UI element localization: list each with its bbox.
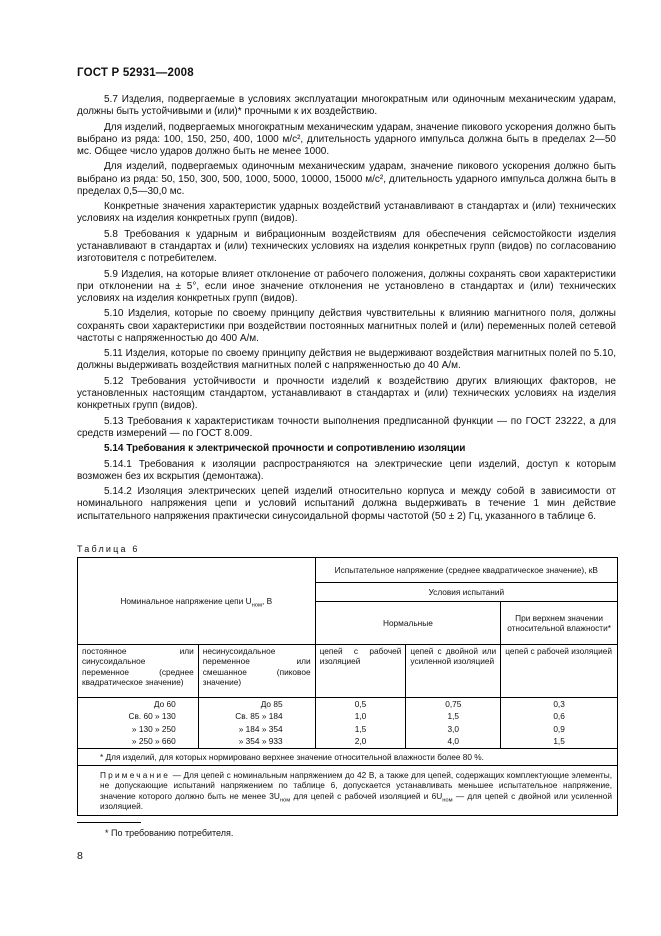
paragraph-5-14-2: 5.14.2 Изоляция электрических цепей изделий относительно корпуса и между собой в зависимости от номинального напряжения цепи и условий испытаний должна выдерживать в течение 1 мин действие испытательного напряжения практически синусоидальной формы частотой (50 ± 2) Гц, указанного в таблице 6. xyxy=(77,486,616,522)
row-cell: » 354 » 933 xyxy=(198,735,315,748)
note-label: Примечание xyxy=(100,770,171,781)
body-text xyxy=(77,94,616,526)
row-cell: 1,5 xyxy=(406,710,501,722)
table-footnote: * Для изделий, для которых нормировано верхнее значение относительной влажности более 80 %. xyxy=(78,748,618,765)
paragraph-5-14-1: 5.14.1 Требования к изоляции распространяются на электрические цепи изделий, доступ к которым возможен без их вскрытия (демонтажа). xyxy=(77,458,616,482)
test-voltage-header: Испытательное напряжение (среднее квадратическое значение), кВ xyxy=(315,558,617,583)
row-cell: 3,0 xyxy=(406,723,501,735)
row-cell: 0,9 xyxy=(501,723,618,735)
table-row xyxy=(78,710,618,722)
nominal-voltage-header: Номинальное напряжение цепи $U_{ном}$, В xyxy=(78,558,316,645)
row-cell: 0,5 xyxy=(315,698,406,711)
row-cell: До 85 xyxy=(198,698,315,711)
col-header-working-insulation: цепей с рабочей изоляцией xyxy=(315,645,406,698)
table-row xyxy=(78,735,618,748)
test-conditions-header: Условия испытаний xyxy=(315,583,617,602)
paragraph-5-13: 5.13 Требования к характеристикам точности выполнения предписанной функции — по ГОСТ 23222, а для средств измерений — по ГОСТ 8.009. xyxy=(77,415,616,439)
paragraph-5-10: 5.10 Изделия, которые по своему принципу действия чувствительны к влиянию магнитного поля, должны сохранять свои характеристики при воздействии постоянных магнитных полей и (или) переменных полей сетевой частоты с напряженностью до 400 А/м. xyxy=(77,308,616,344)
col-header-double-insulation: цепей с двойной или усиленной изоляцией xyxy=(406,645,501,698)
paragraph-5-7: 5.7 Изделия, подвергаемые в условиях эксплуатации многократным или одиночным механическим ударам, должны быть устойчивыми и (или)* прочными к их воздействию. xyxy=(77,94,616,118)
document-header: ГОСТ Р 52931—2008 xyxy=(77,67,194,79)
humidity-conditions-header: При верхнем значении относительной влажности* xyxy=(501,602,618,645)
row-cell: 2,0 xyxy=(315,735,406,748)
page-number: 8 xyxy=(77,850,83,862)
row-cell: 0,75 xyxy=(406,698,501,711)
paragraph-single-shocks: Для изделий, подвергаемых одиночным механическим ударам, значение пикового ускорения должно быть выбрано из ряда: 50, 150, 300, 500, 1000, 5000, 10000, 15000 м/с², длительность ударного импульса должна быть в пределах 0,5—30,0 мс. xyxy=(77,161,616,197)
row-cell: До 60 xyxy=(78,698,199,711)
row-cell: » 184 » 354 xyxy=(198,723,315,735)
col-header-ac-dc: постоянное или синусоидальное переменное (среднее квадратическое значение) xyxy=(78,645,199,698)
row-cell: 0,3 xyxy=(501,698,618,711)
paragraph-5-8: 5.8 Требования к ударным и вибрационным воздействиям для обеспечения сейсмостойкости изделия устанавливают в стандартах и (или) технических условиях на изделия конкретных групп (видов) по согласованию изготовителя с потребителем. xyxy=(77,228,616,265)
col-header-nonsinusoidal: несинусоидальное переменное или смешанное (пиковое значение) xyxy=(198,645,315,698)
paragraph-5-12: 5.12 Требования устойчивости и прочности изделий к воздействию других влияющих факторов, не установленных настоящим стандартом, устанавливают в стандартах и (или) технических условиях на изделия конкретных групп (видов). xyxy=(77,375,616,412)
row-cell: 1,5 xyxy=(315,723,406,735)
row-cell: 0,6 xyxy=(501,710,618,722)
table-caption: Таблица 6 xyxy=(77,544,140,554)
paragraph-multiple-shocks: Для изделий, подвергаемых многократным механическим ударам, значение пикового ускорения должно быть выбрано из ряда: 100, 150, 250, 400, 1000 м/с², длительность ударного импульса должна быть в пределах 2—50 мс. Общее число ударов должно быть не менее 1000. xyxy=(77,121,616,157)
row-cell: 4,0 xyxy=(406,735,501,748)
row-cell: 1,0 xyxy=(315,710,406,722)
footnote-separator xyxy=(77,822,141,823)
section-heading-5-14: 5.14 Требования к электрической прочности и сопротивлению изоляции xyxy=(104,443,466,455)
paragraph-5-11: 5.11 Изделия, которые по своему принципу действия не выдерживают воздействия магнитных полей по 5.10, должны выдерживать воздействия магнитных полей с напряженностью до 40 А/м. xyxy=(77,348,616,372)
col-header-working-insulation-humid: цепей с рабочей изоляцией xyxy=(501,645,618,698)
row-cell: Св. 60 » 130 xyxy=(78,710,199,722)
table-row xyxy=(78,698,618,711)
normal-conditions-header: Нормальные xyxy=(315,602,501,645)
row-cell: Св. 85 » 184 xyxy=(198,710,315,722)
row-cell: » 250 » 660 xyxy=(78,735,199,748)
table-note: Примечание — Для цепей с номинальным напряжением до 42 В, а также для цепей, содержащих комплектующие элементы, не допускающие испытаний напряжением по таблице 6, допускается устанавливать меньшее испытательное напряжение, значение которого должно быть не менее $3U_{ном}$ для цепей с рабочей изоляцией и $6U_{ном}$ — для цепей с двойной или усиленной изоляцией. xyxy=(78,766,618,816)
table-6 xyxy=(77,557,618,816)
table-row xyxy=(78,723,618,735)
row-cell: 1,5 xyxy=(501,735,618,748)
page-footnote: * По требованию потребителя. xyxy=(105,828,234,838)
paragraph-specific-values: Конкретные значения характеристик ударных воздействий устанавливают в стандартах и (или) технических условиях на изделия конкретных групп (видов). xyxy=(77,201,616,225)
paragraph-5-9: 5.9 Изделия, на которые влияет отклонение от рабочего положения, должны сохранять свои характеристики при отклонении на ± 5°, если иное значение отклонения не установлено в стандартах и (или) технических условиях на изделия конкретных групп (видов). xyxy=(77,268,616,304)
row-cell: » 130 » 250 xyxy=(78,723,199,735)
